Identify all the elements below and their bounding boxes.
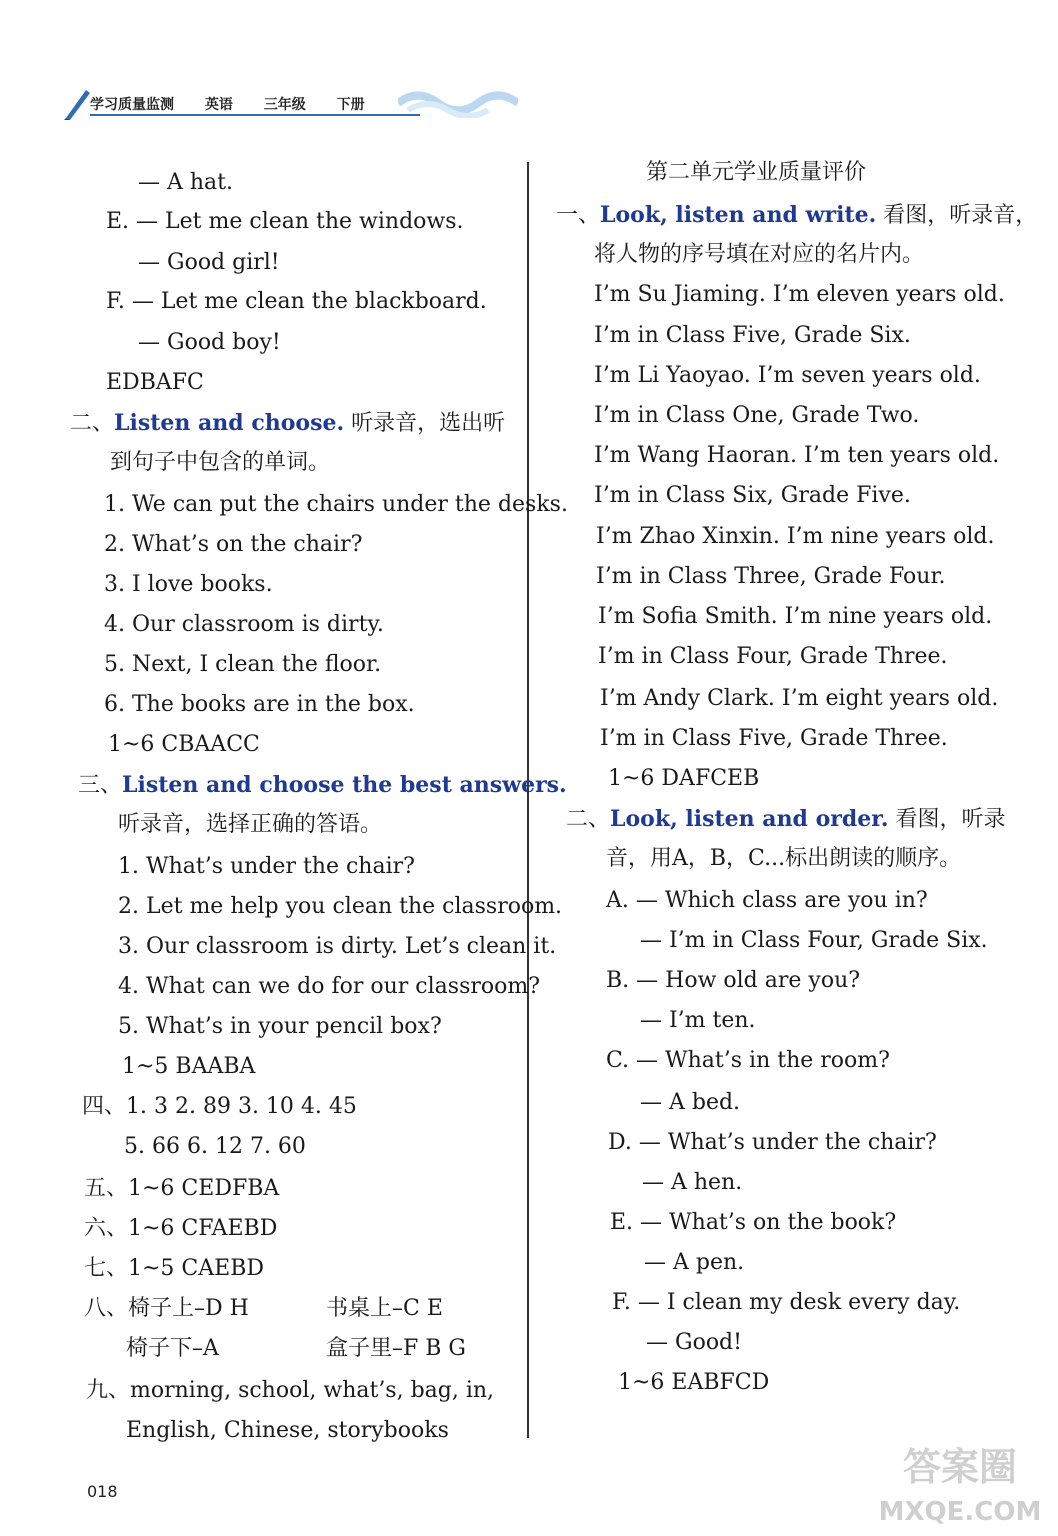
- section-heading: [78, 770, 567, 801]
- header-rule: [90, 114, 420, 116]
- header-text: [90, 94, 391, 114]
- answer-line: F. — I clean my desk every day.: [612, 1290, 961, 1315]
- answer-line: — Good boy!: [138, 330, 281, 355]
- page-number: 018: [87, 1482, 118, 1501]
- answer-line: E. — Let me clean the windows.: [106, 209, 464, 234]
- header-subject: 英语: [204, 97, 233, 113]
- answer-key: 1~6 DAFCEB: [608, 766, 760, 791]
- answer-line: B. — How old are you?: [606, 968, 861, 993]
- section-number: 二、: [70, 411, 115, 436]
- answer-line: 6. The books are in the box.: [104, 692, 415, 717]
- section-instruction: 将人物的序号填在对应的名片内。: [594, 242, 925, 267]
- section-instruction: 听录音，选出听: [344, 411, 506, 436]
- answer-line: I’m in Class Three, Grade Four.: [596, 564, 946, 589]
- answer-key: 椅子下–A: [126, 1336, 219, 1361]
- answer-line: I’m Wang Haoran. I’m ten years old.: [594, 443, 1000, 468]
- watermark-bottom-text: MXQE.COM: [878, 1497, 1042, 1527]
- answer-line: I’m Andy Clark. I’m eight years old.: [600, 686, 999, 711]
- answer-key: 六、1~6 CFAEBD: [84, 1216, 278, 1241]
- answer-key: 书桌上–C E: [326, 1296, 443, 1321]
- answer-line: I’m in Class Five, Grade Six.: [594, 323, 911, 348]
- section-heading: [556, 200, 1037, 231]
- answer-line: D. — What’s under the chair?: [608, 1130, 937, 1155]
- answer-line: I’m Sofia Smith. I’m nine years old.: [598, 604, 993, 629]
- answer-line: 4. What can we do for our classroom?: [118, 974, 541, 999]
- section-number: 三、: [78, 773, 123, 798]
- section-heading: [566, 804, 1005, 835]
- answer-line: 1. What’s under the chair?: [118, 854, 415, 879]
- answer-line: — Good girl!: [138, 250, 280, 275]
- header-grade: 三年级: [263, 97, 306, 113]
- answer-line: C. — What’s in the room?: [606, 1048, 890, 1073]
- answer-line: — A bed.: [640, 1090, 741, 1115]
- section-title: Listen and choose.: [114, 410, 345, 436]
- answer-line: 5. What’s in your pencil box?: [118, 1014, 442, 1039]
- answer-line: — I’m ten.: [640, 1008, 756, 1033]
- section-number: 二、: [566, 807, 611, 832]
- answer-line: I’m Li Yaoyao. I’m seven years old.: [594, 363, 981, 388]
- answer-line: F. — Let me clean the blackboard.: [106, 289, 487, 314]
- answer-line: I’m in Class Six, Grade Five.: [594, 483, 911, 508]
- answer-key: EDBAFC: [106, 370, 204, 395]
- answer-line: — A hen.: [642, 1170, 743, 1195]
- answer-line: — A hat.: [138, 170, 233, 195]
- section-title: Listen and choose the best answers.: [122, 772, 567, 798]
- answer-line: E. — What’s on the book?: [610, 1210, 897, 1235]
- answer-line: — Good!: [646, 1330, 742, 1355]
- answer-line: 3. Our classroom is dirty. Let’s clean it.: [118, 934, 557, 959]
- section-title: Look, listen and order.: [610, 806, 889, 832]
- page-header: [60, 82, 520, 126]
- answer-line: 3. I love books.: [104, 572, 273, 597]
- answer-line: — I’m in Class Four, Grade Six.: [640, 928, 988, 953]
- answer-line: 2. What’s on the chair?: [104, 532, 363, 557]
- answer-key: 盒子里–F B G: [326, 1336, 466, 1361]
- answer-line: I’m in Class Four, Grade Three.: [598, 644, 948, 669]
- header-book: 学习质量监测: [90, 97, 174, 113]
- section-heading: [70, 408, 505, 439]
- answer-key: 1~6 CBAACC: [108, 732, 260, 757]
- section-title: Look, listen and write.: [600, 202, 877, 228]
- answer-key: 五、1~6 CEDFBA: [84, 1176, 280, 1201]
- answer-key: 四、1. 3 2. 89 3. 10 4. 45: [82, 1094, 357, 1119]
- answer-line: I’m Su Jiaming. I’m eleven years old.: [594, 282, 1005, 307]
- pen-icon: [62, 86, 92, 120]
- answer-key: 5. 66 6. 12 7. 60: [124, 1134, 306, 1159]
- answer-line: 4. Our classroom is dirty.: [104, 612, 384, 637]
- section-instruction: 看图，听录音，: [876, 203, 1038, 228]
- answer-line: I’m in Class Five, Grade Three.: [600, 726, 948, 751]
- answer-line: A. — Which class are you in?: [606, 888, 928, 913]
- section-instruction: 音，用A，B，C...标出朗读的顺序。: [606, 846, 962, 871]
- answer-line: — A pen.: [644, 1250, 745, 1275]
- section-instruction: 看图，听录: [888, 807, 1006, 832]
- answer-line: I’m in Class One, Grade Two.: [594, 403, 920, 428]
- watermark-logo: [870, 1440, 1050, 1530]
- answer-line: 5. Next, I clean the floor.: [104, 652, 382, 677]
- section-number: 一、: [556, 203, 601, 228]
- answer-key: 1~5 BAABA: [122, 1054, 256, 1079]
- answer-key: 七、1~5 CAEBD: [84, 1256, 265, 1281]
- section-instruction: 听录音，选择正确的答语。: [118, 812, 383, 837]
- watermark-top-text: 答案圈: [902, 1445, 1018, 1489]
- answer-key: 九、morning, school, what’s, bag, in,: [86, 1378, 495, 1403]
- answer-key: 1~6 EABFCD: [618, 1370, 770, 1395]
- header-volume: 下册: [336, 97, 365, 113]
- answer-line: 1. We can put the chairs under the desks.: [104, 492, 568, 517]
- answer-line: 2. Let me help you clean the classroom.: [118, 894, 563, 919]
- answer-key: English, Chinese, storybooks: [126, 1418, 449, 1443]
- answer-line: I’m Zhao Xinxin. I’m nine years old.: [596, 524, 995, 549]
- section-instruction: 到句子中包含的单词。: [110, 450, 331, 475]
- wave-decoration-icon: [398, 88, 518, 118]
- unit-title: 第二单元学业质量评价: [646, 160, 867, 185]
- answer-key: 八、椅子上–D H: [84, 1296, 249, 1321]
